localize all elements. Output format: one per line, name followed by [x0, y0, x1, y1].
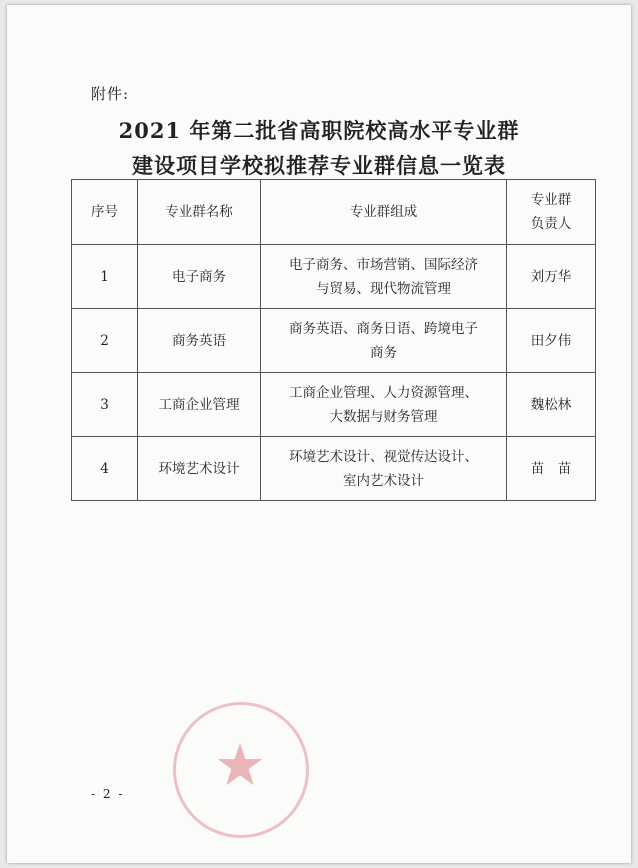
cell-composition	[261, 309, 507, 373]
table-row	[72, 437, 596, 501]
header-name: 专业群名称	[138, 180, 261, 245]
composition-line2: 商务	[370, 344, 397, 361]
cell-no: 3	[72, 373, 138, 437]
table-row	[72, 373, 596, 437]
table-row	[72, 245, 596, 309]
cell-composition	[261, 373, 507, 437]
document-page	[7, 5, 631, 863]
composition-line2: 与贸易、现代物流管理	[316, 280, 451, 297]
cell-name: 环境艺术设计	[138, 437, 261, 501]
cell-name: 工商企业管理	[138, 373, 261, 437]
cell-name: 电子商务	[138, 245, 261, 309]
cell-no: 4	[72, 437, 138, 501]
header-leader-line2: 负责人	[530, 216, 572, 232]
table-row	[72, 309, 596, 373]
title-line-1: 2021 年第二批省高职院校高水平专业群	[118, 118, 520, 143]
official-seal	[173, 702, 309, 838]
composition-line2: 大数据与财务管理	[329, 408, 438, 425]
seal-star-icon: ★	[214, 731, 266, 799]
composition-line1: 工商企业管理、人力资源管理、	[289, 384, 478, 401]
cell-no: 2	[72, 309, 138, 373]
header-composition: 专业群组成	[261, 180, 507, 245]
title-line-2: 建设项目学校拟推荐专业群信息一览表	[132, 153, 506, 178]
cell-no: 1	[72, 245, 138, 309]
cell-leader: 苗 苗	[507, 437, 596, 501]
header-leader-line1: 专业群	[530, 192, 572, 208]
composition-line1: 商务英语、商务日语、跨境电子	[289, 320, 478, 337]
table-header-row	[72, 180, 596, 245]
major-group-table	[71, 179, 596, 501]
cell-name: 商务英语	[138, 309, 261, 373]
cell-composition	[261, 245, 507, 309]
header-no: 序号	[72, 180, 138, 245]
cell-composition	[261, 437, 507, 501]
composition-line1: 环境艺术设计、视觉传达设计、	[289, 448, 478, 465]
cell-leader: 刘万华	[507, 245, 596, 309]
header-leader	[507, 180, 596, 245]
composition-line2: 室内艺术设计	[343, 472, 424, 489]
attachment-label: 附件:	[91, 85, 130, 103]
composition-line1: 电子商务、市场营销、国际经济	[289, 256, 478, 273]
cell-leader: 魏松林	[507, 373, 596, 437]
cell-leader: 田夕伟	[507, 309, 596, 373]
page-number: - 2 -	[91, 787, 125, 801]
